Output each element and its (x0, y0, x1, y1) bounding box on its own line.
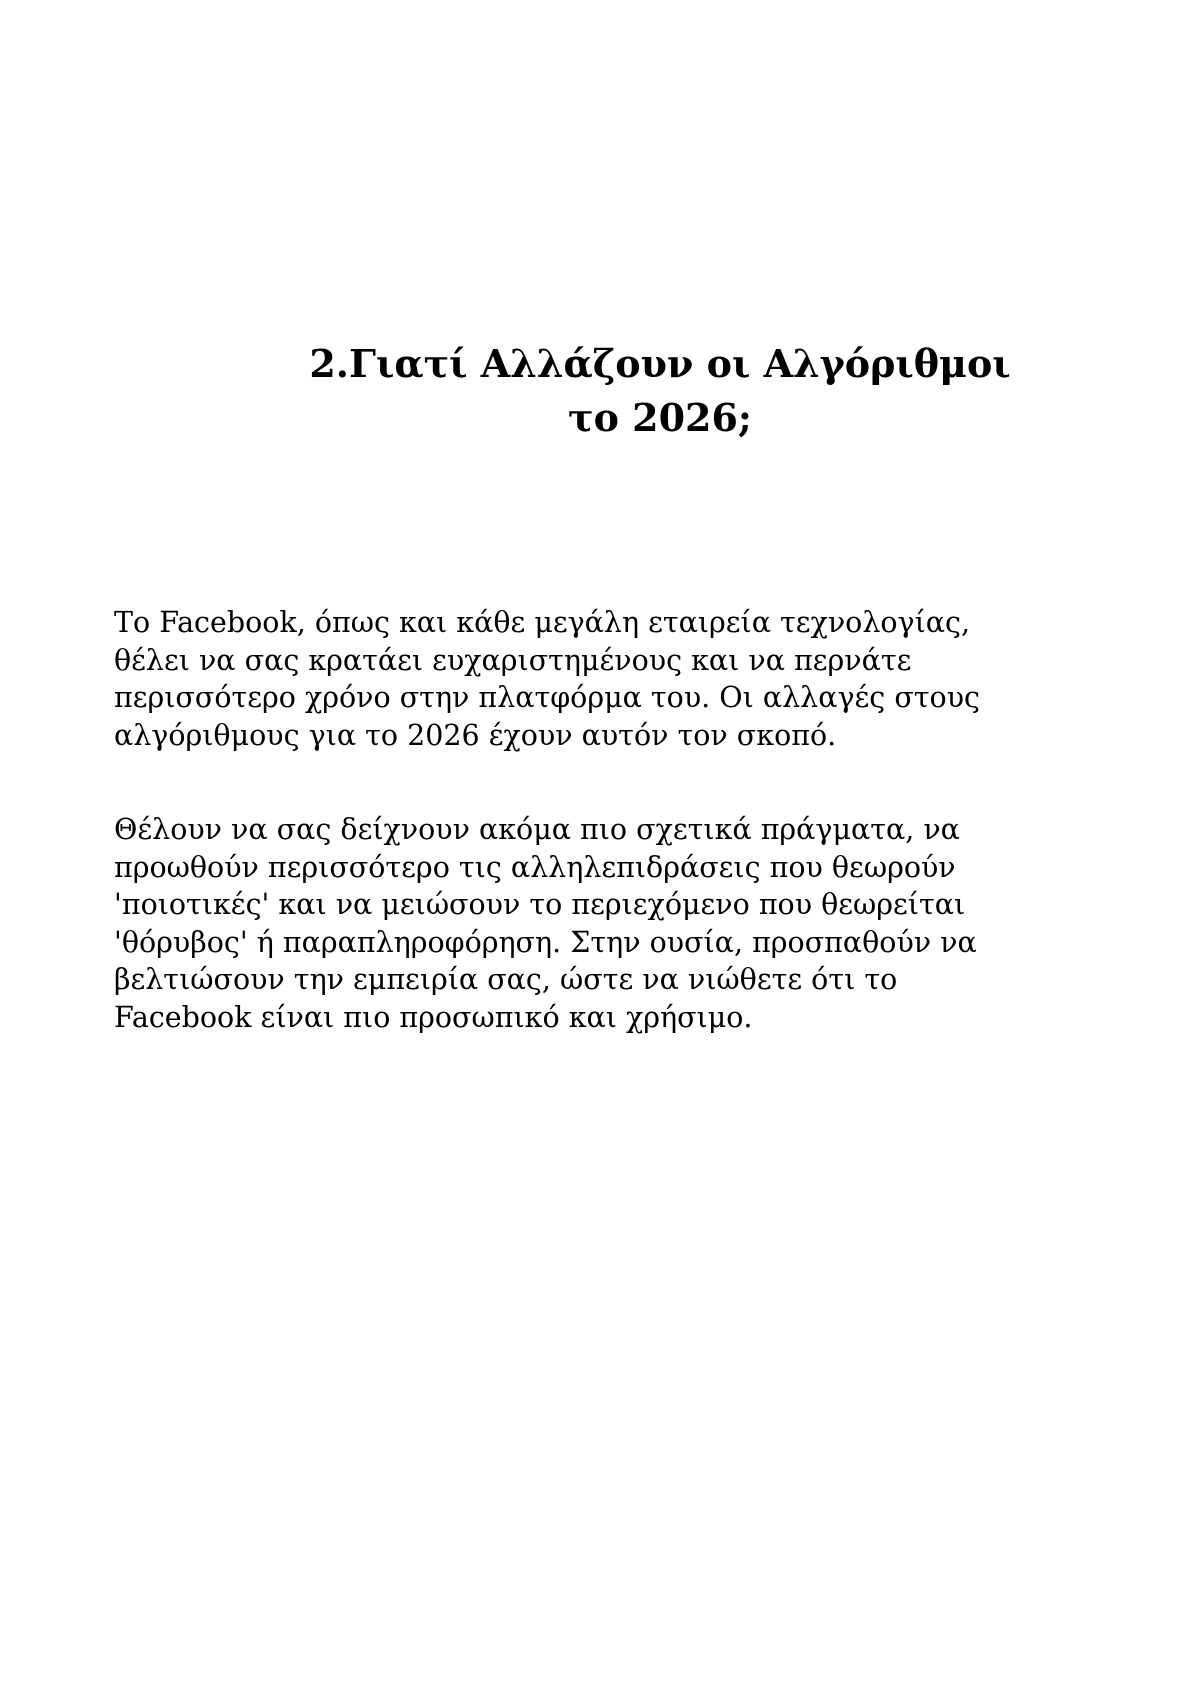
text-line: προωθούν περισσότερο τις αλληλεπιδράσεις που θεωρούν (114, 850, 956, 884)
section-heading (240, 337, 1080, 445)
text-line: περισσότερο χρόνο στην πλατφόρμα του. Οι αλλαγές στους (114, 681, 980, 715)
paragraph (114, 604, 1114, 754)
text-line: Το Facebook, όπως και κάθε μεγάλη εταιρεία τεχνολογίας, (114, 606, 971, 639)
text-line: βελτιώσουν την εμπειρία σας, ώστε να νιώθετε ότι το (114, 963, 898, 997)
heading-line: 2.Γιατί Αλλάζουν οι Αλγόριθμοι (309, 341, 1011, 386)
text-line: θέλει να σας κρατάει ευχαριστημένους και να περνάτε (114, 643, 912, 677)
text-line: 'ποιοτικές' και να μειώσουν το περιεχόμενο που θεωρείται (114, 888, 966, 922)
text-line: Θέλουν να σας δείχνουν ακόμα πιο σχετικά πράγματα, να (114, 813, 960, 846)
heading-line: το 2026; (568, 395, 752, 440)
text-line: Facebook είναι πιο προσωπικό και χρήσιμο. (114, 1000, 753, 1034)
text-line: 'θόρυβος' ή παραπληροφόρηση. Στην ουσία, προσπαθούν να (114, 925, 977, 959)
text-line: αλγόριθμους για το 2026 έχουν αυτόν τον σκοπό. (114, 718, 837, 752)
paragraph (114, 811, 1114, 1037)
